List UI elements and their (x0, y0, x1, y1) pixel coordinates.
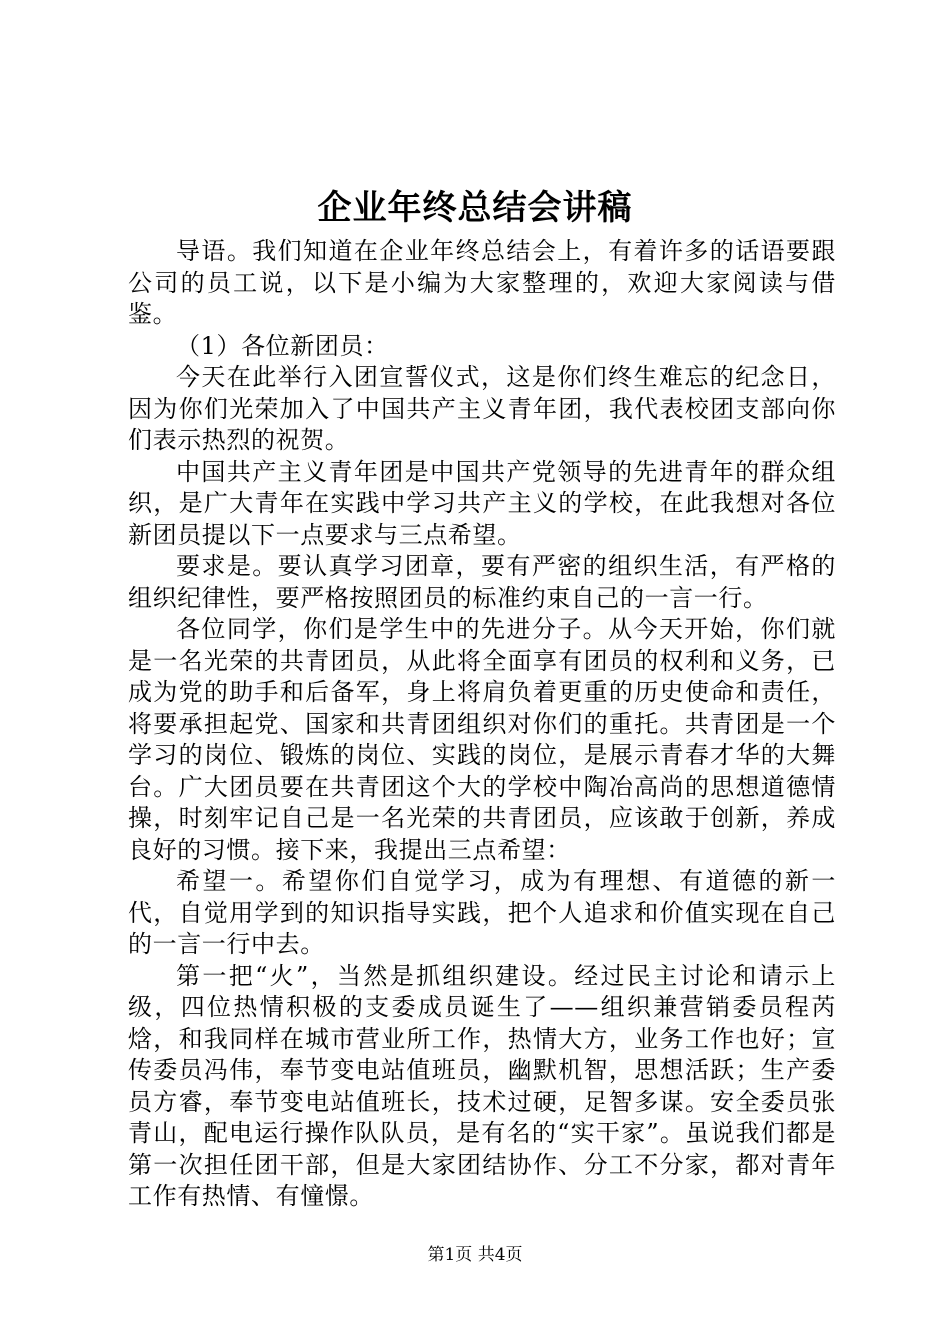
document-title: 企业年终总结会讲稿 (317, 188, 633, 228)
paragraph-salutation: （1）各位新团员： (176, 331, 389, 360)
paragraph-students: 各位同学，你们是学生中的先进分子。从今天开始，你们就是一名光荣的共青团员，从此将全面享有团员的权利和义务，已成为党的助手和后备军，身上将肩负着更重的历史使命和责任，将要承担起党、国家和共青团组织对你们的重托。共青团是一个学习的岗位、锻炼的岗位、实践的岗位，是展示青春才华的大舞台。广大团员要在共青团这个大的学校中陶冶高尚的思想道德情操，时刻牢记自己是一名光荣的共青团员，应该敢于创新，养成良好的习惯。接下来，我提出三点希望： (128, 615, 836, 864)
page-number: 第1页 共4页 (427, 1245, 523, 1265)
paragraph-organization: 第一把“火”，当然是抓组织建设。经过民主讨论和请示上级，四位热情积极的支委成员诞生了——组织兼营销委员程芮焓，和我同样在城市营业所工作，热情大方，业务工作也好；宣传委员冯伟，奉节变电站值班员，幽默机智，思想活跃；生产委员方睿，奉节变电站值班长，技术过硬，足智多谋。安全委员张青山，配电运行操作队队员，是有名的“实干家”。虽说我们都是第一次担任团干部，但是大家团结协作、分工不分家，都对青年工作有热情、有憧憬。 (128, 961, 836, 1210)
document-body (128, 236, 836, 1213)
paragraph-requirement: 要求是。要认真学习团章，要有严密的组织生活，有严格的组织纪律性，要严格按照团员的标准约束自己的一言一行。 (128, 552, 836, 612)
paragraph-youth-league: 中国共产主义青年团是中国共产党领导的先进青年的群众组织，是广大青年在实践中学习共产主义的学校，在此我想对各位新团员提以下一点要求与三点希望。 (128, 457, 836, 549)
paragraph-congratulations: 今天在此举行入团宣誓仪式，这是你们终生难忘的纪念日，因为你们光荣加入了中国共产主义青年团，我代表校团支部向你们表示热烈的祝贺。 (128, 363, 836, 454)
paragraph-intro: 导语。我们知道在企业年终总结会上，有着许多的话语要跟公司的员工说，以下是小编为大家整理的，欢迎大家阅读与借鉴。 (128, 237, 836, 328)
paragraph-hope-one: 希望一。希望你们自觉学习，成为有理想、有道德的新一代，自觉用学到的知识指导实践，把个人追求和价值实现在自己的一言一行中去。 (128, 867, 836, 958)
